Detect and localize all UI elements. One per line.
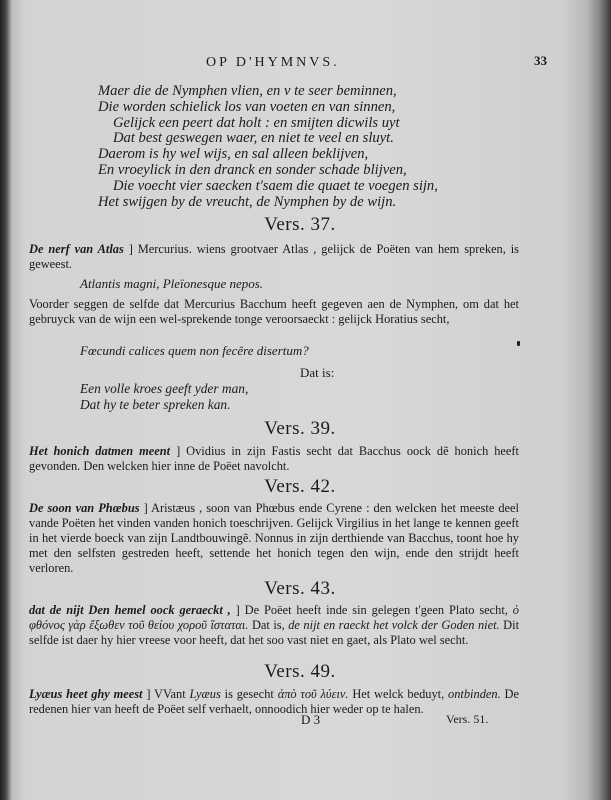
lemma: De nerf van Atlas: [29, 242, 124, 256]
latin-quote: Fœcundi calices quem non fecêre disertum?: [80, 343, 309, 358]
poem-line: Die worden schielick los van voeten en van sinnen,: [98, 98, 396, 115]
translation-verse: [80, 381, 248, 413]
running-header: [14, 55, 586, 75]
commentary-text: ] VVant: [146, 687, 186, 701]
latin-quote: Atlantis magni, Pleïonesque nepos.: [80, 276, 264, 291]
commentary-text: Dat is,: [251, 618, 285, 632]
verse-heading: Vers. 43.: [264, 578, 336, 599]
catchword: Vers. 51.: [446, 712, 489, 726]
verse-heading: Vers. 49.: [264, 661, 336, 682]
ink-mark: [517, 341, 520, 346]
italic-name: Lyæus: [189, 687, 221, 701]
commentary-text: De redenen hier van heeft de Poëet self verhaelt, onnoodich hier weder op te halen.: [29, 687, 519, 716]
commentary-text: ] Aristæus , soon van Phœbus ende Cyrene : den welcken het meeste deel vande Poëten het vinden vanden honich toeschrijven. Gelijck Virgilius in het lange te kennen geeft in het vierde boeck van zijn Landtbouwingẽ. Nonnus in zijn derthiende van Bacchus, toont hoe hy met den selfsten gestreden heeft, settende het honich tegen den wijn, ende den strijdt heeft verloren.: [29, 501, 519, 575]
translation-intro: Dat is:: [300, 365, 335, 380]
verse-heading: Vers. 37.: [264, 214, 336, 235]
commentary-paragraph: Voorder seggen de selfde dat Mercurius Bacchum heeft gegeven aen de Nymphen, om dat het gebruyck van de wijn een wel-sprekende tonge veroorsaeckt : gelijck Horatius secht,: [29, 297, 519, 326]
signature-mark: D 3: [301, 712, 321, 727]
commentary-text: ] Mercurius. wiens grootvaer Atlas , gelijck de Poëten van hem spreken, is geweest.: [29, 242, 519, 271]
page-footer: [14, 712, 586, 728]
greek-quote: ὁ φθόνος γὰρ ἔξωθεν τοῦ θείου χοροῦ ἵσταται.: [29, 603, 519, 632]
document-page: [14, 0, 586, 800]
italic-gloss: ontbinden.: [448, 687, 501, 701]
commentary-text: ] Ovidius in zijn Fastis secht dat Bacchus oock dẽ honich heeft gevonden. Den welcken hier inne de Poëet navolcht.: [29, 444, 519, 473]
commentary-paragraph: [29, 242, 519, 272]
commentary-text: Dit selfde ist daer hy hier vreese voor heeft, dat het soo vast niet en gaet, als Plato wel secht.: [29, 618, 520, 647]
lemma: Het honich datmen meent: [29, 444, 171, 458]
page-number: 33: [534, 53, 547, 68]
verse-heading: Vers. 39.: [264, 418, 336, 439]
commentary-paragraph: [29, 444, 519, 474]
commentary-text: Het welck beduyt,: [352, 687, 445, 701]
poem-line: Maer die de Nymphen vlien, en v te seer beminnen,: [98, 83, 397, 99]
commentary-text: ] De Poëet heeft inde sin gelegen t'geen Plato secht,: [235, 603, 508, 617]
poem-line: Het swijgen by de vreucht, de Nymphen by de wijn.: [98, 193, 397, 210]
lemma: De soon van Phœbus: [29, 501, 140, 515]
commentary-text: is gesecht: [224, 687, 274, 701]
lemma: Lyæus heet ghy meest: [29, 687, 143, 701]
poem-line: Die voecht vier saecken t'saem die quaet te voegen sijn,: [113, 177, 438, 194]
poem-line: En vroeylick in den dranck en sonder schade blijven,: [98, 161, 407, 178]
greek-quote: ἀπὸ τοῦ λύειν.: [277, 687, 349, 701]
commentary-paragraph: [29, 603, 519, 648]
verse-line: Dat hy te beter spreken kan.: [80, 397, 231, 412]
running-title: OP D'HYMNVS.: [206, 55, 340, 70]
lemma: dat de nijt Den hemel oock geraeckt ,: [29, 603, 231, 617]
verse-line: Een volle kroes geeft yder man,: [80, 381, 249, 396]
poem-line: Gelijck een peert dat holt : en smijten dicwils uyt: [113, 114, 400, 131]
italic-translation: de nijt en raeckt het volck der Goden niet.: [288, 618, 500, 632]
verse-heading: Vers. 42.: [264, 476, 336, 497]
poem-line: Dat best geswegen waer, en niet te veel en sluyt.: [113, 130, 394, 147]
commentary-paragraph: [29, 501, 519, 576]
poem-block: [98, 84, 438, 210]
poem-line: Daerom is hy wel wijs, en sal alleen beklijven,: [98, 146, 369, 163]
